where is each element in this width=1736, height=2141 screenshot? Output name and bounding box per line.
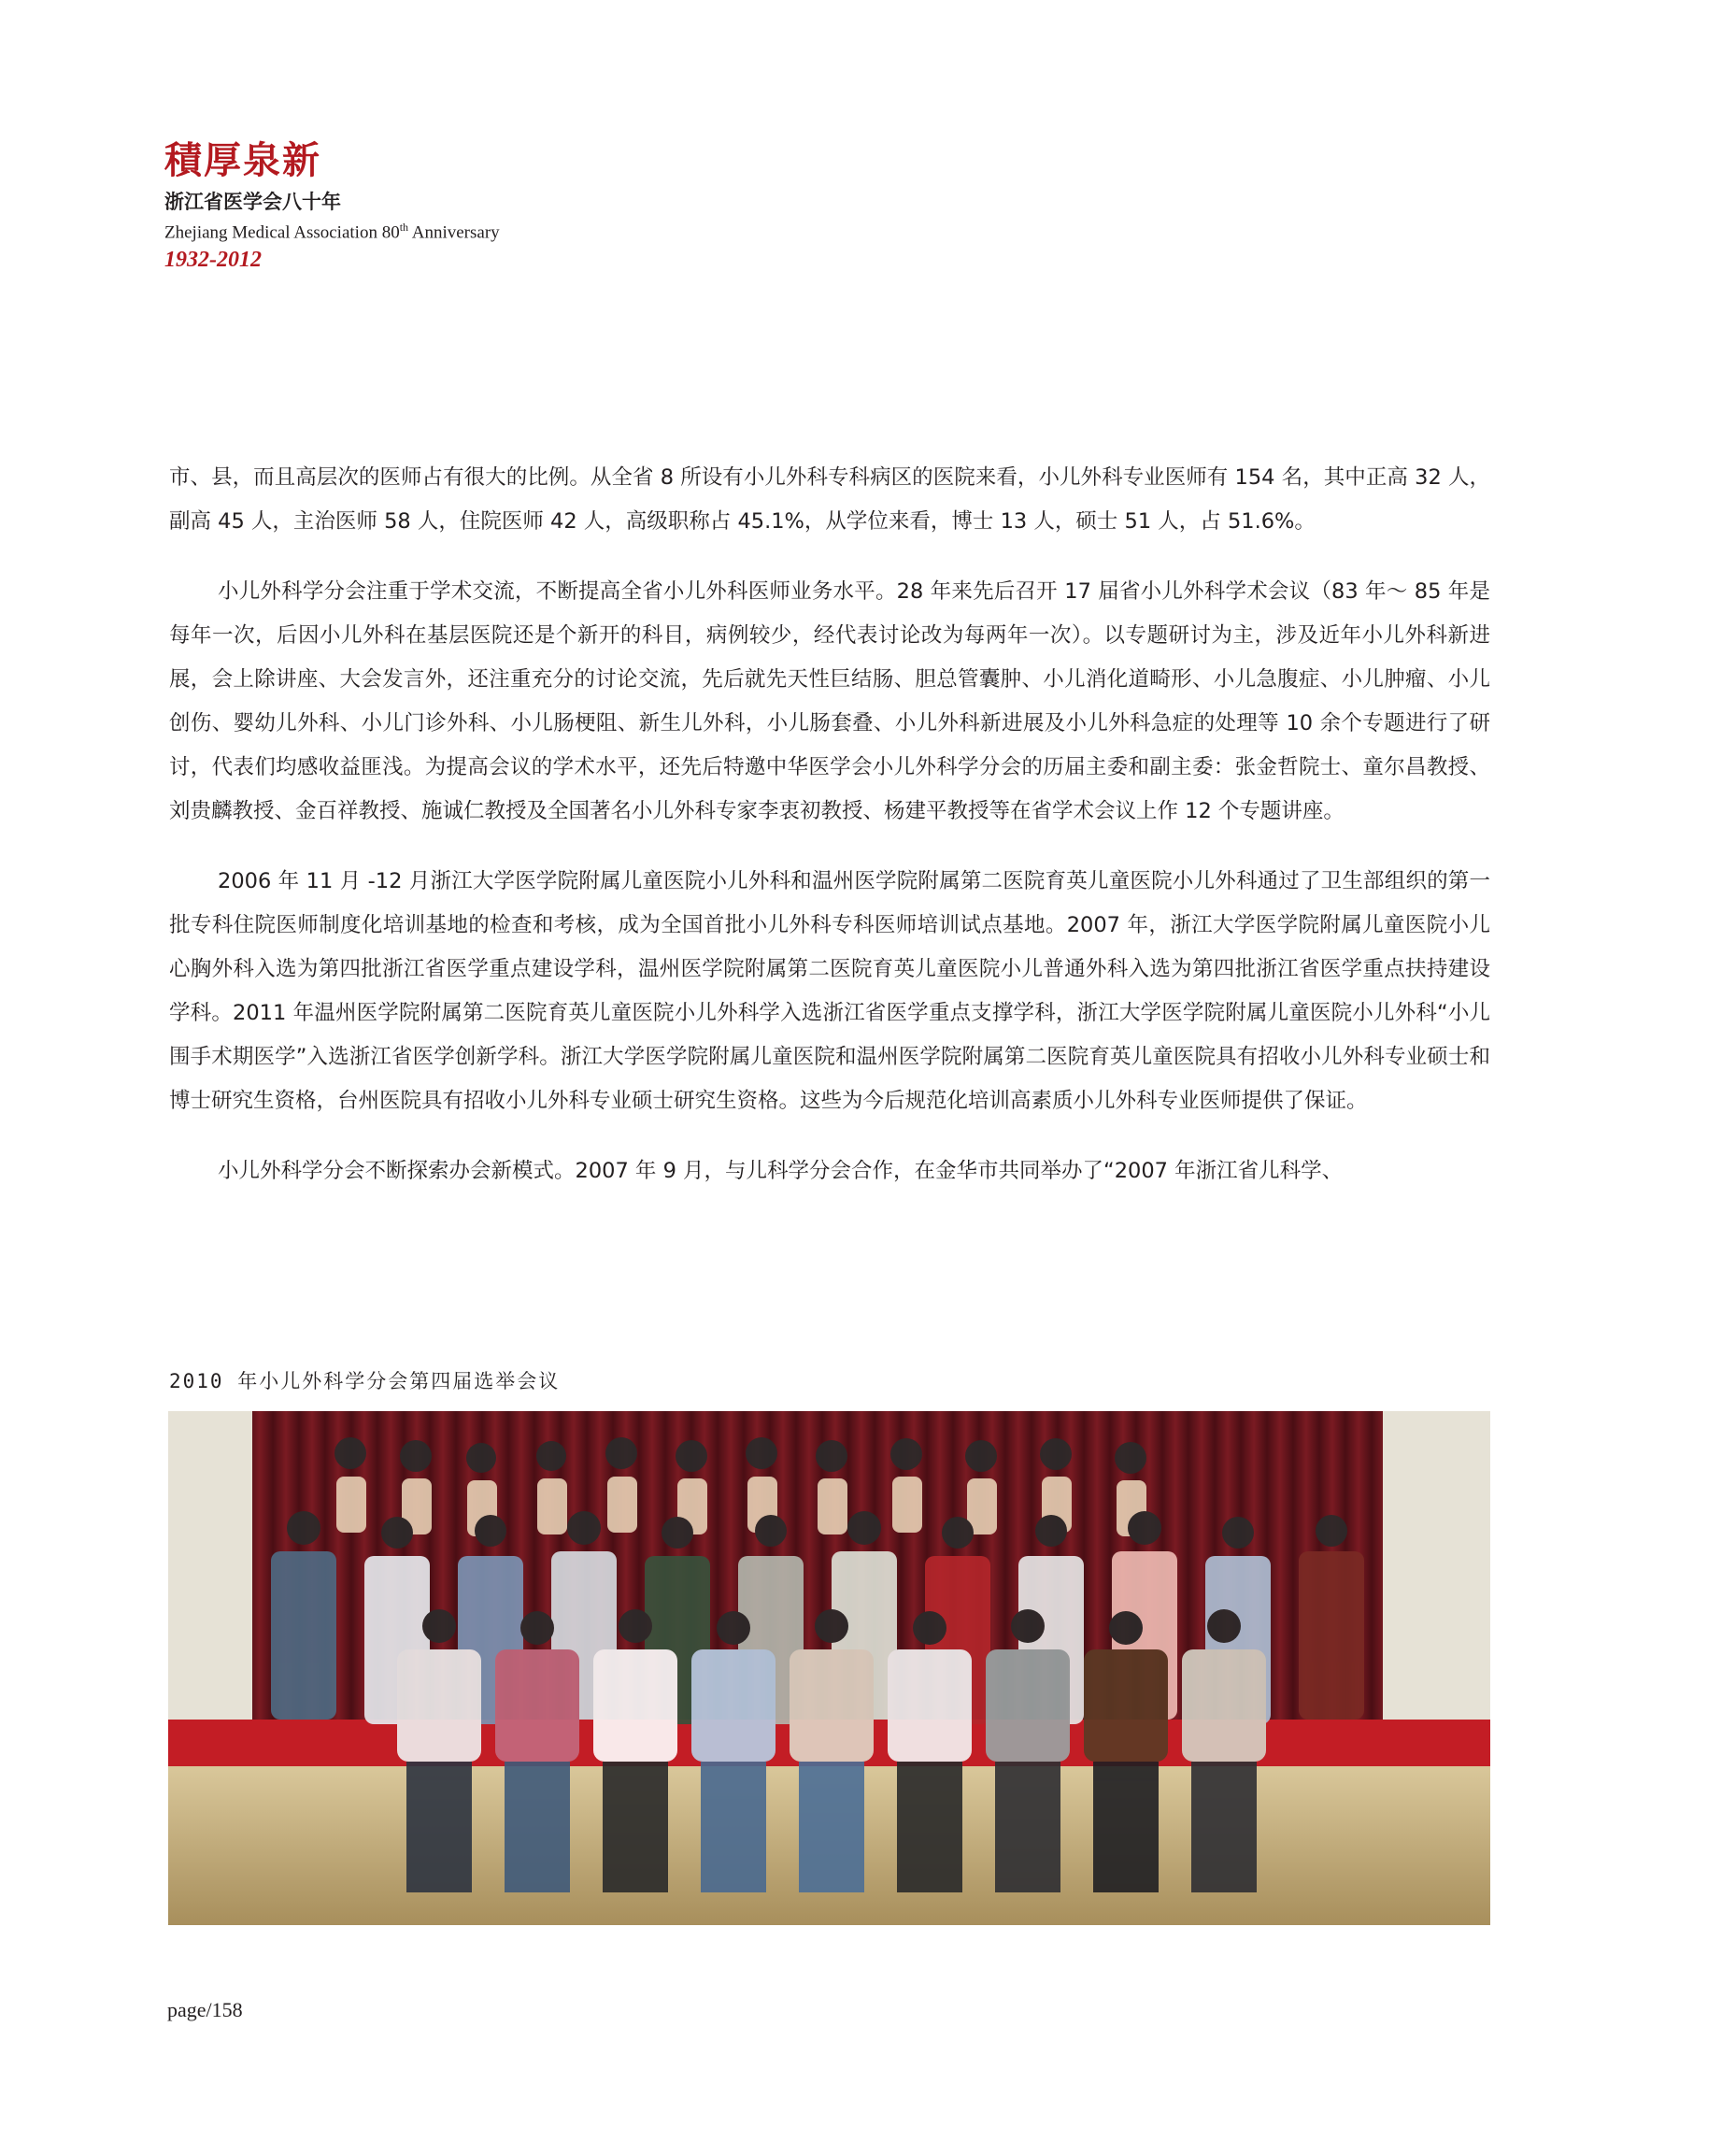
page-number: page/158 [167, 1998, 243, 2021]
article-body [169, 456, 1490, 1220]
book-title-english-tail: Anniversary [408, 222, 500, 243]
photo-caption: 2010 年小儿外科学分会第四届选举会议 [169, 1370, 561, 1392]
calligraphy-logo: 積厚泉新 [164, 138, 321, 182]
page-header [164, 138, 818, 275]
book-title-english [164, 215, 818, 245]
book-title-english-sup: th [399, 221, 409, 234]
paragraph: 小儿外科学分会不断探索办会新模式。2007 年 9 月，与儿科学分会合作，在金华市共同举办了“2007 年浙江省儿科学、 [218, 1159, 1344, 1183]
year-range: 1932-2012 [164, 248, 262, 273]
book-title-english-main: Zhejiang Medical Association 80 [164, 222, 400, 243]
paragraph: 小儿外科学分会注重于学术交流，不断提高全省小儿外科医师业务水平。28 年来先后召开 17 届省小儿外科学术会议（83 年～ 85 年是每年一次，后因小儿外科在基层医院还是个新开的科目，病例较少，经代表讨论改为每两年一次）。以专题研讨为主，涉及近年小儿外科新进展，会上除讲座、大会发言外，还注重充分的讨论交流，先后就先天性巨结肠、胆总管囊肿、小儿消化道畸形、小儿急腹症、小儿肿瘤、小儿创伤、婴幼儿外科、小儿门诊外科、小儿肠梗阻、新生儿外科，小儿肠套叠、小儿外科新进展及小儿外科急症的处理等 10 余个专题进行了研讨，代表们均感收益匪浅。为提高会议的学术水平，还先后特邀中华医学会小儿外科学分会的历届主委和副主委：张金哲院士、童尔昌教授、刘贵麟教授、金百祥教授、施诚仁教授及全国著名小儿外科专家李衷初教授、杨建平教授等在省学术会议上作 12 个专题讲座。 [169, 579, 1490, 823]
book-title-chinese: 浙江省医学会八十年 [164, 191, 341, 213]
paragraph: 市、县，而且高层次的医师占有很大的比例。从全省 8 所设有小儿外科专科病区的医院来看，小儿外科专业医师有 154 名，其中正高 32 人，副高 45 人，主治医师 58 人，住院医师 42 人，高级职称占 45.1%，从学位来看，博士 13 人，硕士 51 人，占 51.6%。 [169, 465, 1490, 534]
group-photo [168, 1411, 1490, 1925]
paragraph: 2006 年 11 月 -12 月浙江大学医学院附属儿童医院小儿外科和温州医学院附属第二医院育英儿童医院小儿外科通过了卫生部组织的第一批专科住院医师制度化培训基地的检查和考核，成为全国首批小儿外科专科医师培训试点基地。2007 年，浙江大学医学院附属儿童医院小儿心胸外科入选为第四批浙江省医学重点建设学科，温州医学院附属第二医院育英儿童医院小儿普通外科入选为第四批浙江省医学重点扶持建设学科。2011 年温州医学院附属第二医院育英儿童医院小儿外科学入选浙江省医学重点支撑学科，浙江大学医学院附属儿童医院小儿外科“小儿围手术期医学”入选浙江省医学创新学科。浙江大学医学院附属儿童医院和温州医学院附属第二医院育英儿童医院具有招收小儿外科专业硕士和博士研究生资格，台州医院具有招收小儿外科专业硕士研究生资格。这些为今后规范化培训高素质小儿外科专业医师提供了保证。 [169, 869, 1490, 1113]
